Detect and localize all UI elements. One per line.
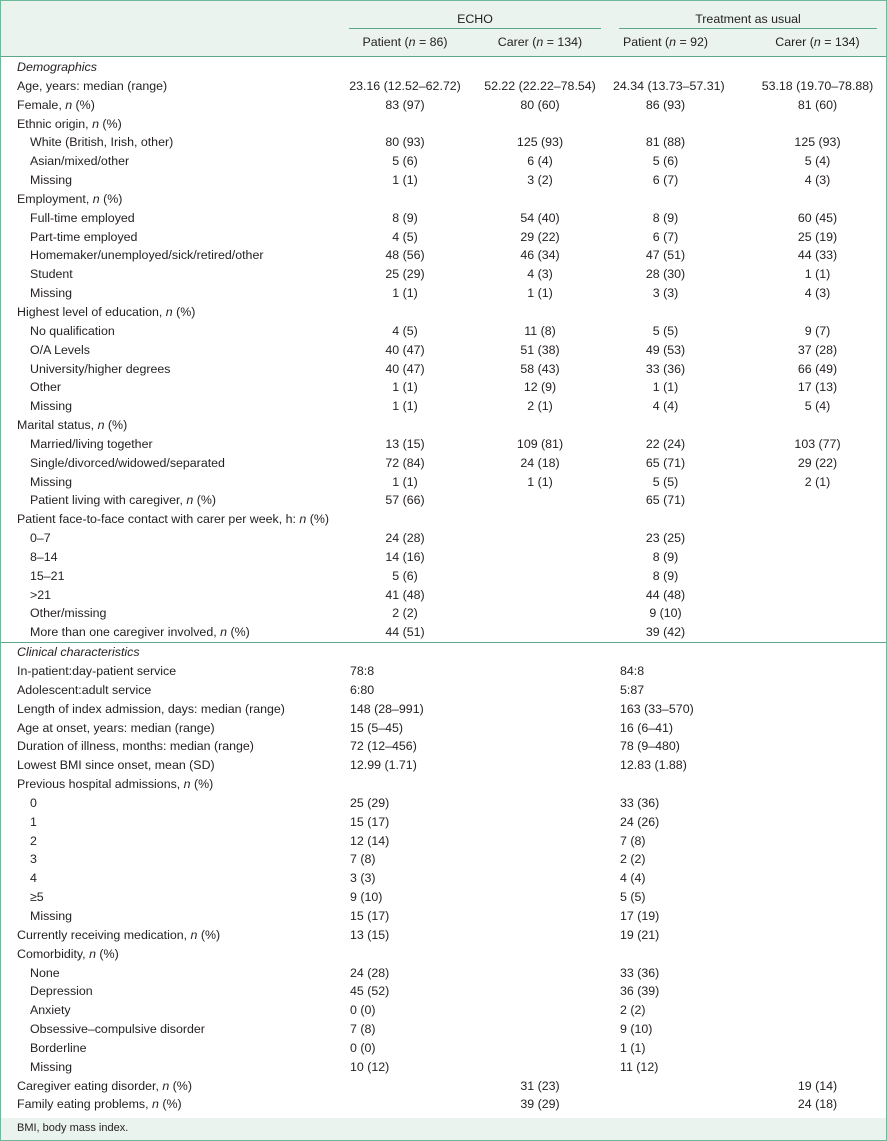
table-cell: 83 (97) — [385, 97, 425, 112]
row-label: Obsessive–compulsive disorder — [30, 1022, 205, 1037]
table-cell: 36 (39) — [620, 984, 660, 999]
table-cell: 9 (10) — [649, 606, 682, 621]
row-label: Other — [30, 380, 61, 395]
table-cell: 47 (51) — [645, 248, 686, 263]
row-label: 0 — [30, 795, 37, 810]
table-cell: 6:80 — [350, 682, 375, 697]
table-cell: 1 (1) — [652, 380, 679, 395]
group-rule-tau — [619, 28, 877, 29]
table-cell: 81 (88) — [645, 135, 686, 150]
table-row — [1, 435, 886, 454]
table-cell: 5 (5) — [620, 890, 646, 905]
table-cell: 78:8 — [350, 664, 375, 678]
table-cell: 5 (5) — [652, 474, 679, 489]
table-row — [1, 209, 886, 228]
table-row — [1, 1001, 886, 1020]
row-label: Part-time employed — [30, 229, 138, 244]
table-cell: 163 (33–570) — [620, 701, 694, 716]
table-cell: 109 (81) — [516, 436, 564, 451]
table-cell: 84:8 — [620, 664, 645, 678]
table-row — [1, 341, 886, 360]
row-label: Age at onset, years: median (range) — [17, 720, 215, 735]
table-row — [1, 246, 886, 265]
row-label: 0–7 — [30, 531, 51, 546]
table-cell: 1 (1) — [392, 380, 418, 395]
table-cell: 48 (56) — [385, 248, 425, 263]
table-cell: 6 (4) — [527, 154, 553, 169]
table-row — [1, 700, 886, 719]
table-row — [1, 907, 886, 926]
group-header-tau: Treatment as usual — [695, 12, 801, 26]
table-cell: 65 (71) — [645, 493, 686, 508]
row-label: 8–14 — [30, 549, 58, 564]
table-cell: 3 (2) — [527, 173, 553, 188]
row-label: Missing — [30, 474, 72, 489]
row-label: Missing — [30, 173, 72, 188]
table-row — [1, 832, 886, 851]
table-row — [1, 794, 886, 813]
table-row — [1, 548, 886, 567]
section-heading: Demographics — [17, 60, 97, 74]
table-cell: 57 (66) — [385, 493, 425, 508]
table-cell: 11 (12) — [620, 1059, 659, 1074]
table-cell: 44 (48) — [645, 587, 686, 602]
table-cell: 28 (30) — [645, 267, 686, 282]
table-row — [1, 775, 886, 794]
table-body — [1, 58, 886, 1114]
table-cell: 41 (48) — [385, 587, 425, 602]
table-cell: 52.22 (22.22–78.54) — [484, 78, 596, 93]
table-row — [1, 190, 886, 209]
table-row — [1, 454, 886, 473]
table-cell: 25 (29) — [350, 795, 390, 810]
table-row — [1, 171, 886, 190]
table-cell: 11 (8) — [524, 323, 556, 338]
row-label: University/higher degrees — [30, 361, 171, 376]
table-row — [1, 416, 886, 435]
table-cell: 1 (1) — [527, 286, 553, 301]
table-cell: 2 (2) — [392, 606, 418, 621]
row-label: In-patient:day-patient service — [17, 664, 177, 678]
column-header: Carer (n = 134) — [497, 35, 583, 49]
table-cell: 7 (8) — [350, 1022, 376, 1037]
row-label: Adolescent:adult service — [17, 682, 152, 697]
table-cell: 66 (49) — [797, 361, 838, 376]
table-cell: 31 (23) — [520, 1078, 560, 1093]
column-header: Carer (n = 134) — [775, 35, 860, 49]
row-label: Missing — [30, 908, 72, 923]
table-row — [1, 529, 886, 548]
row-label: >21 — [30, 587, 52, 602]
table-cell: 1 (1) — [804, 267, 831, 282]
row-label: Married/living together — [30, 436, 153, 451]
row-label: Marital status, n (%) — [17, 418, 128, 433]
table-cell: 4 (4) — [620, 871, 646, 886]
table-footer — [1, 1118, 886, 1140]
table-cell: 12.83 (1.88) — [620, 758, 687, 773]
table-cell: 4 (3) — [804, 286, 831, 301]
table-row — [1, 133, 886, 152]
row-label: Patient living with caregiver, n (%) — [30, 493, 216, 508]
table-row — [1, 1077, 886, 1096]
table-cell: 14 (16) — [385, 549, 425, 564]
table-row — [1, 604, 886, 623]
table-row — [1, 945, 886, 964]
table-row — [1, 926, 886, 945]
table-row — [1, 681, 886, 700]
table-row — [1, 719, 886, 738]
header-rule — [1, 56, 886, 57]
table-cell: 12.99 (1.71) — [350, 758, 417, 773]
table-row — [1, 152, 886, 171]
table-cell: 54 (40) — [520, 210, 560, 225]
table-cell: 2 (1) — [527, 399, 553, 414]
table-cell: 72 (84) — [385, 455, 425, 470]
column-header: Patient (n = 86) — [362, 35, 448, 49]
row-label: Female, n (%) — [17, 97, 95, 112]
table-cell: 12 (14) — [350, 833, 390, 848]
table-cell: 6 (7) — [652, 173, 679, 188]
table-cell: 40 (47) — [385, 342, 425, 357]
column-header: Patient (n = 92) — [622, 35, 709, 49]
table-cell: 81 (60) — [797, 97, 838, 112]
table-cell: 86 (93) — [645, 97, 686, 112]
table-cell: 5 (5) — [652, 323, 679, 338]
table-cell: 24 (18) — [520, 455, 560, 470]
table-cell: 25 (29) — [385, 267, 425, 282]
table-cell: 65 (71) — [645, 455, 686, 470]
row-label: Other/missing — [30, 606, 107, 621]
row-label: 3 — [30, 852, 37, 867]
table-cell: 1 (1) — [527, 474, 553, 489]
table-cell: 12 (9) — [523, 380, 557, 395]
table-cell: 80 (93) — [385, 135, 425, 150]
table-row — [1, 228, 886, 247]
table-cell: 5 (6) — [392, 154, 418, 169]
row-label: Missing — [30, 286, 72, 301]
table-cell: 15 (17) — [350, 814, 390, 829]
row-label: Missing — [30, 1059, 72, 1074]
table-row — [1, 982, 886, 1001]
table-cell: 39 (29) — [520, 1097, 560, 1112]
table-cell: 8 (9) — [392, 210, 418, 225]
table-row — [1, 737, 886, 756]
table-cell: 3 (3) — [652, 286, 679, 301]
table-cell: 4 (3) — [804, 173, 831, 188]
row-label: Student — [30, 267, 73, 282]
row-label: O/A Levels — [30, 342, 90, 357]
table-row — [1, 1039, 886, 1058]
table-row — [1, 662, 886, 681]
table-row — [1, 303, 886, 322]
row-label: Ethnic origin, n (%) — [17, 116, 122, 131]
table-cell: 125 (93) — [516, 135, 564, 150]
table-cell: 33 (36) — [645, 361, 686, 376]
table-row — [1, 586, 886, 605]
table-row — [1, 850, 886, 869]
table-cell: 23 (25) — [645, 531, 686, 546]
row-label: Missing — [30, 399, 72, 414]
group-rule-echo — [349, 28, 601, 29]
table-cell: 25 (19) — [797, 229, 838, 244]
table-cell: 10 (12) — [350, 1059, 390, 1074]
table-row — [1, 378, 886, 397]
table-row — [1, 1095, 886, 1114]
table-row — [1, 756, 886, 775]
table-row — [1, 567, 886, 586]
table-cell: 1 (1) — [620, 1040, 646, 1055]
table-cell: 17 (13) — [797, 380, 838, 395]
table-cell: 24 (26) — [620, 814, 660, 829]
row-label: Full-time employed — [30, 210, 135, 225]
table-row — [1, 623, 886, 642]
row-label: Age, years: median (range) — [17, 78, 168, 93]
section-heading-row — [1, 643, 886, 662]
table-cell: 1 (1) — [392, 286, 418, 301]
table-cell: 13 (15) — [350, 927, 390, 942]
row-label: Caregiver eating disorder, n (%) — [17, 1078, 192, 1093]
table-cell: 24 (28) — [350, 965, 390, 980]
row-label: Borderline — [30, 1040, 87, 1055]
table-cell: 1 (1) — [392, 173, 418, 188]
table-cell: 58 (43) — [520, 361, 560, 376]
table-cell: 4 (4) — [652, 399, 679, 414]
table-cell: 148 (28–991) — [350, 701, 424, 716]
table-cell: 44 (51) — [385, 625, 425, 640]
table-cell: 2 (2) — [620, 1003, 646, 1018]
table-row — [1, 397, 886, 416]
table-cell: 80 (60) — [520, 97, 560, 112]
table-cell: 3 (3) — [350, 871, 376, 886]
table-cell: 5 (6) — [392, 568, 418, 583]
table-row — [1, 115, 886, 134]
row-label: Homemaker/unemployed/sick/retired/other — [30, 248, 264, 263]
table-cell: 33 (36) — [620, 795, 660, 810]
table-cell: 2 (2) — [620, 852, 646, 867]
table-row — [1, 96, 886, 115]
table-cell: 24 (18) — [797, 1097, 838, 1112]
table-cell: 22 (24) — [645, 436, 686, 451]
table-cell: 19 (14) — [797, 1078, 838, 1093]
table-row — [1, 77, 886, 96]
row-label: Length of index admission, days: median (range) — [17, 701, 285, 716]
table-row — [1, 322, 886, 341]
table-row — [1, 265, 886, 284]
table-cell: 7 (8) — [620, 833, 646, 848]
table-row — [1, 888, 886, 907]
table-cell: 45 (52) — [350, 984, 390, 999]
table-cell: 24.34 (13.73–57.31) — [613, 78, 725, 93]
table-cell: 5:87 — [620, 682, 645, 697]
footnote: BMI, body mass index. — [17, 1122, 129, 1134]
table-cell: 7 (8) — [350, 852, 376, 867]
table-cell: 15 (17) — [350, 908, 390, 923]
table-cell: 33 (36) — [620, 965, 660, 980]
table-cell: 40 (47) — [385, 361, 425, 376]
row-label: 2 — [30, 833, 37, 848]
table-row — [1, 1020, 886, 1039]
table-row — [1, 360, 886, 379]
row-label: 15–21 — [30, 568, 65, 583]
row-label: 4 — [30, 871, 37, 886]
table-cell: 0 (0) — [350, 1040, 376, 1055]
table-cell: 29 (22) — [797, 455, 838, 470]
table-cell: 72 (12–456) — [350, 739, 417, 754]
table-cell: 53.18 (19.70–78.88) — [761, 78, 874, 93]
table-row — [1, 284, 886, 303]
table-cell: 125 (93) — [794, 135, 841, 150]
table-cell: 5 (4) — [804, 154, 831, 169]
table-cell: 8 (9) — [652, 549, 679, 564]
table-cell: 4 (3) — [527, 267, 553, 282]
table-cell: 37 (28) — [797, 342, 838, 357]
row-label: ≥5 — [30, 890, 44, 905]
section-heading-row — [1, 58, 886, 77]
row-label: Comorbidity, n (%) — [17, 946, 119, 961]
table-cell: 1 (1) — [392, 474, 418, 489]
table-row — [1, 869, 886, 888]
table-cell: 5 (4) — [804, 399, 831, 414]
table-header — [1, 1, 886, 56]
table-row — [1, 473, 886, 492]
table-cell: 23.16 (12.52–62.72) — [349, 78, 461, 93]
table-row — [1, 510, 886, 529]
row-label: Asian/mixed/other — [30, 154, 130, 169]
table-cell: 2 (1) — [804, 474, 831, 489]
table-cell: 103 (77) — [794, 436, 841, 451]
table-cell: 29 (22) — [520, 229, 560, 244]
table-cell: 8 (9) — [652, 210, 679, 225]
table-cell: 9 (7) — [804, 323, 831, 338]
table-cell: 0 (0) — [350, 1003, 376, 1018]
group-header-echo: ECHO — [457, 12, 493, 26]
table-cell: 39 (42) — [645, 625, 686, 640]
table-cell: 1 (1) — [392, 399, 418, 414]
table-cell: 19 (21) — [620, 927, 660, 942]
table-cell: 9 (10) — [620, 1022, 653, 1037]
row-label: No qualification — [30, 323, 115, 338]
row-label: Duration of illness, months: median (range) — [17, 739, 254, 754]
table-cell: 8 (9) — [652, 568, 679, 583]
table-cell: 15 (5–45) — [350, 720, 404, 735]
table-cell: 4 (5) — [392, 323, 418, 338]
table-cell: 78 (9–480) — [620, 739, 680, 754]
table-cell: 44 (33) — [797, 248, 838, 263]
table-row — [1, 964, 886, 983]
row-label: Patient face-to-face contact with carer per week, h: n (%) — [17, 512, 329, 527]
row-label: Employment, n (%) — [17, 191, 123, 206]
row-label: More than one caregiver involved, n (%) — [30, 625, 250, 640]
table-row — [1, 813, 886, 832]
table-cell: 24 (28) — [385, 531, 425, 546]
section-heading: Clinical characteristics — [17, 645, 140, 660]
table-cell: 5 (6) — [652, 154, 679, 169]
row-label: White (British, Irish, other) — [30, 135, 174, 150]
table-cell: 4 (5) — [392, 229, 418, 244]
row-label: Depression — [30, 984, 93, 999]
table-cell: 51 (38) — [520, 342, 560, 357]
table-cell: 46 (34) — [520, 248, 560, 263]
table-cell: 17 (19) — [620, 908, 660, 923]
row-label: Previous hospital admissions, n (%) — [17, 777, 214, 792]
table-cell: 16 (6–41) — [620, 720, 674, 735]
table-cell: 49 (53) — [645, 342, 686, 357]
table-row — [1, 1058, 886, 1077]
table-cell: 60 (45) — [797, 210, 838, 225]
row-label: Anxiety — [30, 1003, 71, 1018]
row-label: Single/divorced/widowed/separated — [30, 455, 225, 470]
table-cell: 13 (15) — [385, 436, 425, 451]
row-label: 1 — [30, 814, 37, 829]
row-label: Lowest BMI since onset, mean (SD) — [17, 758, 215, 773]
table-row — [1, 491, 886, 510]
table-cell: 9 (10) — [350, 890, 383, 905]
row-label: Highest level of education, n (%) — [17, 304, 196, 319]
row-label: Currently receiving medication, n (%) — [17, 927, 221, 942]
table-cell: 6 (7) — [652, 229, 679, 244]
row-label: None — [30, 965, 60, 980]
row-label: Family eating problems, n (%) — [17, 1097, 182, 1112]
